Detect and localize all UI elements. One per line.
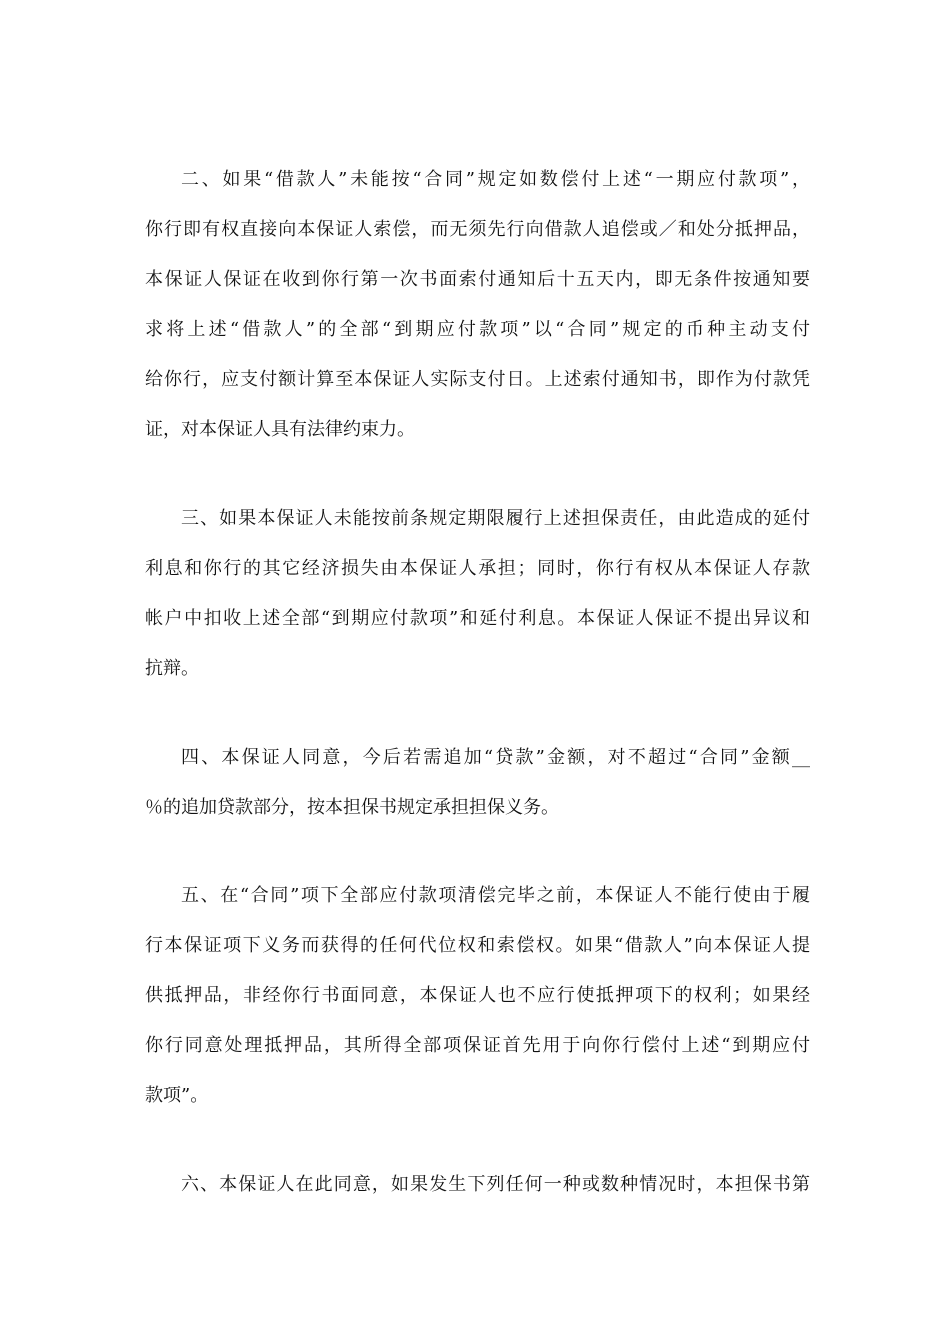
text-line: 三、如果本保证人未能按前条规定期限履行上述担保责任，由此造成的延付 xyxy=(181,508,810,529)
text-line: 抗辩。 xyxy=(145,658,199,679)
text-line: 行本保证项下义务而获得的任何代位权和索偿权。如果“借款人”向本保证人提 xyxy=(145,935,810,956)
text-line: 五、在“合同”项下全部应付款项清偿完毕之前，本保证人不能行使由于履 xyxy=(181,885,810,906)
text-line: 利息和你行的其它经济损失由本保证人承担；同时，你行有权从本保证人存款 xyxy=(145,558,810,579)
text-line: 你行即有权直接向本保证人索偿，而无须先行向借款人追偿或／和处分抵押品， xyxy=(145,219,810,240)
text-line: ％的追加贷款部分，按本担保书规定承担担保义务。 xyxy=(145,797,559,818)
text-line: 你行同意处理抵押品，其所得全部项保证首先用于向你行偿付上述“到期应付 xyxy=(145,1035,810,1056)
text-line: 六、本保证人在此同意，如果发生下列任何一种或数种情况时，本担保书第 xyxy=(181,1174,810,1195)
text-line: 二、如果“借款人”未能按“合同”规定如数偿付上述“一期应付款项”， xyxy=(181,169,810,190)
text-line: 给你行，应支付额计算至本保证人实际支付日。上述索付通知书，即作为付款凭 xyxy=(145,369,810,390)
text-line: 款项”。 xyxy=(145,1085,209,1106)
text-line: 求将上述“借款人”的全部“到期应付款项”以“合同”规定的币种主动支付 xyxy=(145,319,810,340)
text-line: 四、本保证人同意，今后若需追加“贷款”金额，对不超过“合同”金额__ xyxy=(181,747,810,768)
text-line: 帐户中扣收上述全部“到期应付款项”和延付利息。本保证人保证不提出异议和 xyxy=(145,608,810,629)
text-line: 供抵押品，非经你行书面同意，本保证人也不应行使抵押项下的权利；如果经 xyxy=(145,985,810,1006)
text-line: 证，对本保证人具有法律约束力。 xyxy=(145,419,415,440)
text-line: 本保证人保证在收到你行第一次书面索付通知后十五天内，即无条件按通知要 xyxy=(145,269,810,290)
